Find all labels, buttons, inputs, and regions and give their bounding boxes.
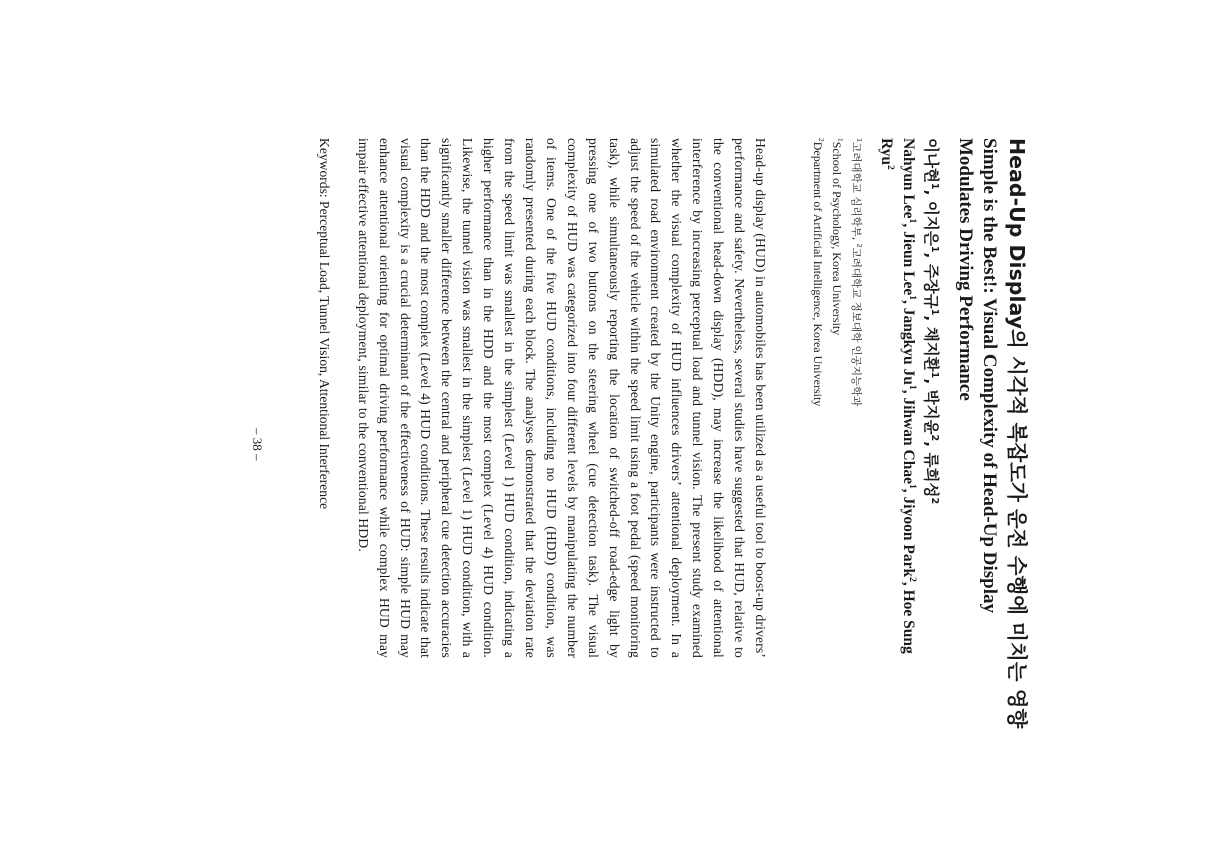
author-affiliation-number: 1 (929, 308, 941, 316)
author-affiliation-number: 1 (907, 218, 919, 224)
author-affiliation-number: 2 (929, 434, 941, 442)
affiliation-number: 1 (855, 138, 864, 143)
author-affiliation-number: 1 (907, 384, 919, 390)
affiliation-text: 고려대학교 정보대학 인공지능학과 (850, 247, 862, 407)
page-number: – 38 – (250, 428, 265, 461)
author-name: Hoe Sung Ryu (878, 138, 917, 654)
author-affiliation-number: 1 (929, 245, 941, 253)
author-name: 이나현 (922, 138, 940, 183)
author-affiliation-number: 1 (907, 295, 919, 301)
affiliation-number: 2 (855, 243, 864, 248)
affiliation-text: 고려대학교 심리학부, (850, 142, 862, 244)
author-name: 박지윤 (922, 389, 940, 435)
author-affiliation-number: 1 (929, 371, 941, 379)
affiliation-number: 1 (836, 138, 845, 142)
paper-page (171, 138, 1031, 729)
author-list-english: Nahyun Lee$^1$, Jieun Lee$^1$, Jangkyu Ju$^1$, Jihwan Chae$^1$, Jiyoon Park$^2$, Hoe Sung Ryu$^2$ (878, 138, 919, 654)
author-affiliation-number: 1 (907, 484, 919, 489)
author-affiliation-number: 2 (885, 165, 897, 170)
author-affiliation-number: 1 (929, 182, 941, 190)
keywords: Keywords: Perceptual Load, Tunnel Vision, Attentional Interference (316, 138, 332, 510)
affiliation-text: Department of Artificial Intelligence, Korea University (811, 141, 825, 407)
affiliation-english-1 (827, 138, 846, 658)
author-list-korean: 이나현$^1$, 이지은$^1$, 주장규$^1$, 채지환$^1$, 박지윤$^2$, 류희성$^2$ (922, 138, 941, 505)
affiliation-english-2 (808, 138, 827, 658)
affiliation-number: 2 (817, 138, 826, 142)
author-name: Jiyoon Park (900, 496, 917, 578)
title-korean: Head-Up Display의 시각적 복잡도가 운전 수행에 미치는 영향 (1005, 138, 1029, 729)
author-name: 류희성 (922, 452, 940, 498)
author-affiliation-number: 2 (929, 497, 941, 505)
title-english: Simple is the Best!: Visual Complexity of Head-Up Display Modulates Driving Performance (955, 138, 1000, 614)
author-name: Jihwan Chae (900, 397, 917, 484)
author-name: 채지환 (922, 326, 940, 372)
author-name: Jieun Lee (900, 231, 917, 296)
author-name: Nahyun Lee (900, 138, 917, 219)
affiliation-korean (846, 138, 865, 658)
affiliation-text: School of Psychology, Korea University (830, 141, 844, 336)
author-name: Jangkyu Ju (900, 307, 917, 385)
author-affiliation-number: 2 (907, 577, 919, 582)
author-name: 주장규 (922, 263, 940, 309)
abstract-text: Head-up display (HUD) in automobiles has been utilized as a useful tool to boost-up drivers’ performance and safety. Nevertheless, several studies have suggested that HUD, relative to the conventional head-down display (HDD), may increase the likelihood of attentional interference by increasing perceptual load and tunnel vision. The present study examined whether the visual complexity of HUD influences drivers’ attentional deployment. In a simulated road environment created by the Unity engine, participants were instructed to adjust the speed of the vehicle within the speed limit using a foot pedal (speed monitoring task), while simultaneously reporting the location of switched-off road-edge light by pressing one of two buttons on the steering wheel (cue detection task). The visual complexity of HUD was categorized into four different levels by manipulating the number of items. One of the five HUD conditions, including no HUD (HDD) condition, was randomly presented during each block. The analyses demonstrated that the deviation rate from the speed limit was smallest in the simplest (Level 1) HUD condition, indicating a higher performance than in the HDD and the most complex (Level 4) HUD condition. Likewise, the tunnel vision was smallest in the simplest (Level 1) HUD condition, with a significantly smaller difference between the central and peripheral cue detection accuracies than the HDD and the most complex (Level 4) HUD conditions. These results indicate that visual complexity is a crucial determinant of the effectiveness of HUD: simple HUD may enhance attentional orienting for optimal driving performance while complex HUD may impair effective attentional deployment, similar to the conventional HDD. (355, 138, 768, 658)
author-name: 이지은 (922, 200, 940, 246)
